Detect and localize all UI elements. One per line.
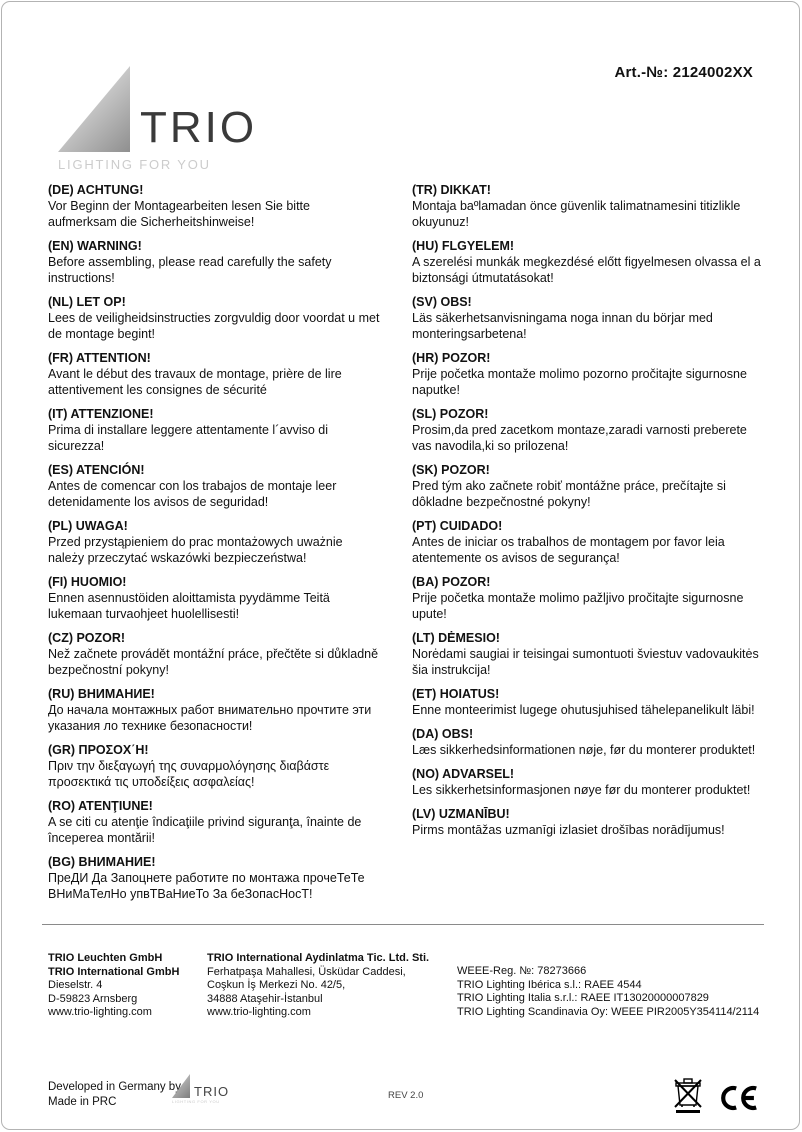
- footer-line: TRIO International GmbH: [48, 965, 180, 978]
- warning-item-cz: [48, 630, 382, 678]
- warning-title: (ET) HOIATUS!: [412, 687, 500, 701]
- footer-line: D-59823 Arnsberg: [48, 992, 138, 1005]
- trio-mini-triangle-icon: [172, 1074, 190, 1098]
- warning-item-pt: [412, 518, 764, 566]
- warning-body: Przed przystąpieniem do prac montażowych uważnie należy przeczytać wskazówki bezpieczeństwa!: [48, 535, 343, 565]
- trio-mini-logo: [172, 1074, 229, 1104]
- warning-title: (BA) POZOR!: [412, 575, 491, 589]
- footer-website-link: www.trio-lighting.com: [207, 1006, 311, 1018]
- warning-item-tr: [412, 182, 764, 230]
- warnings-column-left: [48, 182, 382, 910]
- warning-title: (SK) POZOR!: [412, 463, 490, 477]
- warning-body: Prije početka montaže molimo pozorno pročitajte sigurnosne naputke!: [412, 367, 747, 397]
- warning-title: (DE) ACHTUNG!: [48, 183, 144, 197]
- warning-body: Montaja baºlamadan önce güvenlik talimatnamesini titizlikle okuyunuz!: [412, 199, 741, 229]
- footer-line: TRIO International Aydinlatma Tic. Ltd. Sti.: [207, 952, 430, 964]
- trio-logo-text: TRIO: [140, 103, 258, 152]
- trio-logo-tagline: LIGHTING FOR YOU: [58, 157, 211, 172]
- article-number: Art.-№: 2124002XX: [614, 64, 753, 81]
- warning-item-ba: [412, 574, 764, 622]
- warning-body: Läs säkerhetsanvisningama noga innan du börjar med monteringsarbetena!: [412, 311, 713, 341]
- trio-logo-row: [58, 66, 257, 152]
- footer-registration-numbers: [457, 965, 759, 1019]
- trio-triangle-icon: [58, 66, 130, 152]
- warning-title: (HU) FLGYELEM!: [412, 239, 515, 253]
- warning-item-fi: [48, 574, 382, 622]
- warning-body: Prima di installare leggere attentamente l´avviso di sicurezza!: [48, 423, 328, 453]
- footer-website-link: www.trio-lighting.com: [48, 1006, 152, 1018]
- warning-title: (DA) OBS!: [412, 727, 474, 741]
- warning-title: (RU) ВНИМАНИЕ!: [48, 687, 155, 701]
- warning-item-et: [412, 686, 764, 718]
- warning-body: Prosim,da pred zacetkom montaze,zaradi varnosti preberete vas navodila,ki so prilozena!: [412, 423, 747, 453]
- warning-item-hu: [412, 238, 764, 286]
- footer-line: TRIO Leuchten GmbH: [48, 952, 163, 964]
- trio-logo: [58, 66, 257, 172]
- warning-title: (BG) ВНИМАНИЕ!: [48, 855, 156, 869]
- warning-body: Pred tým ako začnete robiť montážne práce, prečítajte si dôkladne bezpečnostné pokyny!: [412, 479, 726, 509]
- warning-title: (IT) ATTENZIONE!: [48, 407, 154, 421]
- weee-bin-icon: [674, 1078, 702, 1119]
- warning-body: Πριν την διεξαγωγή της συναρμολόγησης διαβάστε προσεκτικά τις υποδείξεις ασφαλείας!: [48, 759, 330, 789]
- warning-title: (LT) DĖMESIO!: [412, 631, 500, 645]
- footer-line: WEEE-Reg. №: 78273666: [457, 965, 587, 977]
- warning-body: A se citi cu atenţie îndicaţiile privind siguranţa, înainte de începerea montării!: [48, 815, 362, 845]
- warning-body: ПреДИ Да Запоцнете работите по монтажа прочеТеТе ВНиМаТелНо упвТВаНиеТо За беЗопасНосТ!: [48, 871, 365, 901]
- warning-item-ro: [48, 798, 382, 846]
- warning-body: Les sikkerhetsinformasjonen nøye før du monterer produktet!: [412, 783, 751, 797]
- origin-note: [48, 1080, 181, 1110]
- warning-body: Antes de comencar con los trabajos de montaje leer detenidamente los avisos de seguridad!: [48, 479, 337, 509]
- trio-mini-logo-text: TRIO: [194, 1084, 230, 1099]
- footer-line: TRIO Lighting Ibérica s.l.: RAEE 4544: [457, 978, 642, 991]
- footer-line: Coşkun İş Merkezi No. 42/5,: [207, 979, 346, 991]
- warning-item-fr: [48, 350, 382, 398]
- warning-body: Enne monteerimist lugege ohutusjuhised tähelepanelikult läbi!: [412, 703, 755, 717]
- warning-body: Læs sikkerhedsinformationen nøje, før du monterer produktet!: [412, 743, 756, 757]
- warning-title: (FI) HUOMIO!: [48, 575, 127, 589]
- footer-divider: [42, 924, 764, 925]
- warning-item-no: [412, 766, 764, 798]
- warning-item-it: [48, 406, 382, 454]
- warning-title: (FR) ATTENTION!: [48, 351, 151, 365]
- warning-title: (SV) OBS!: [412, 295, 472, 309]
- warning-body: Antes de iniciar os trabalhos de montagem por favor leia atentemente os avisos de segurança!: [412, 535, 725, 565]
- footer-line: TRIO Lighting Scandinavia Oy: WEEE PIR2005Y354114/2114: [457, 1005, 760, 1018]
- warning-body: Prije početka montaže molimo pažljivo pročitajte sigurnosne upute!: [412, 591, 744, 621]
- warning-title: (NO) ADVARSEL!: [412, 767, 515, 781]
- warning-item-sv: [412, 294, 764, 342]
- warning-body: Norėdami saugiai ir teisingai sumontuoti šviestuv vadovaukitės šia instrukcija!: [412, 647, 759, 677]
- warning-title: (NL) LET OP!: [48, 295, 126, 309]
- warning-title: (SL) POZOR!: [412, 407, 489, 421]
- warning-title: (PL) UWAGA!: [48, 519, 128, 533]
- origin-line: Developed in Germany by: [48, 1081, 181, 1093]
- footer-line: Ferhatpaşa Mahallesi, Üsküdar Caddesi,: [207, 965, 406, 978]
- footer-line: TRIO Lighting Italia s.r.l.: RAEE IT13020000007829: [457, 992, 709, 1004]
- warning-body: Lees de veiligheidsinstructies zorgvuldig door voordat u met de montage begint!: [48, 311, 380, 341]
- warning-title: (LV) UZMANĪBU!: [412, 807, 510, 821]
- warning-item-lt: [412, 630, 764, 678]
- footer-line: 34888 Ataşehir-İstanbul: [207, 992, 323, 1005]
- warning-title: (GR) ΠΡΟΣΟΧ΄Η!: [48, 743, 149, 757]
- warning-item-lv: [412, 806, 764, 838]
- document-page: [1, 1, 800, 1130]
- warning-item-ru: [48, 686, 382, 734]
- warning-title: (EN) WARNING!: [48, 239, 142, 253]
- warning-title: (ES) ATENCIÓN!: [48, 463, 145, 477]
- trio-mini-logo-row: [172, 1074, 229, 1098]
- warning-item-nl: [48, 294, 382, 342]
- warning-title: (RO) ATENŢIUNE!: [48, 799, 153, 813]
- warning-title: (HR) POZOR!: [412, 351, 491, 365]
- warning-title: (PT) CUIDADO!: [412, 519, 503, 533]
- warning-title: (CZ) POZOR!: [48, 631, 126, 645]
- warning-item-de: [48, 182, 382, 230]
- warning-item-en: [48, 238, 382, 286]
- warning-body: Pirms montāžas uzmanīgi izlasiet drošības norādījumus!: [412, 823, 725, 837]
- footer-line: Dieselstr. 4: [48, 979, 103, 991]
- origin-line: Made in PRC: [48, 1096, 117, 1108]
- warning-body: Než začnete provádět montážní práce, přečtěte si důkladně bezpečnostní pokyny!: [48, 647, 379, 677]
- warning-body: Ennen asennustöiden aloittamista pyydämme Teitä lukemaan turvaohjeet huolellisesti!: [48, 591, 330, 621]
- ce-mark-icon: [718, 1084, 758, 1117]
- warning-title: (TR) DIKKAT!: [412, 183, 491, 197]
- warning-body: Before assembling, please read carefully the safety instructions!: [48, 255, 332, 285]
- footer-address-turkey: [207, 952, 429, 1020]
- trio-mini-logo-tagline: LIGHTING FOR YOU: [172, 1099, 220, 1104]
- warning-item-da: [412, 726, 764, 758]
- warning-item-hr: [412, 350, 764, 398]
- footer-address-germany: [48, 952, 179, 1020]
- warning-item-sl: [412, 406, 764, 454]
- warning-item-sk: [412, 462, 764, 510]
- warning-item-bg: [48, 854, 382, 902]
- warnings-column-right: [412, 182, 764, 846]
- warning-item-pl: [48, 518, 382, 566]
- revision-label: REV 2.0: [388, 1090, 424, 1101]
- warning-body: A szerelési munkák megkezdésé előtt figyelmesen olvassa el a biztonsági útmutatásokat!: [412, 255, 761, 285]
- warning-item-gr: [48, 742, 382, 790]
- warning-body: До начала монтажных работ внимательно прочтите эти указания ло технике безопасности!: [48, 703, 372, 733]
- warning-body: Vor Beginn der Montagearbeiten lesen Sie bitte aufmerksam die Sicherheitshinweise!: [48, 199, 310, 229]
- warning-body: Avant le début des travaux de montage, prière de lire attentivement les consignes de sécurité: [48, 367, 342, 397]
- warning-item-es: [48, 462, 382, 510]
